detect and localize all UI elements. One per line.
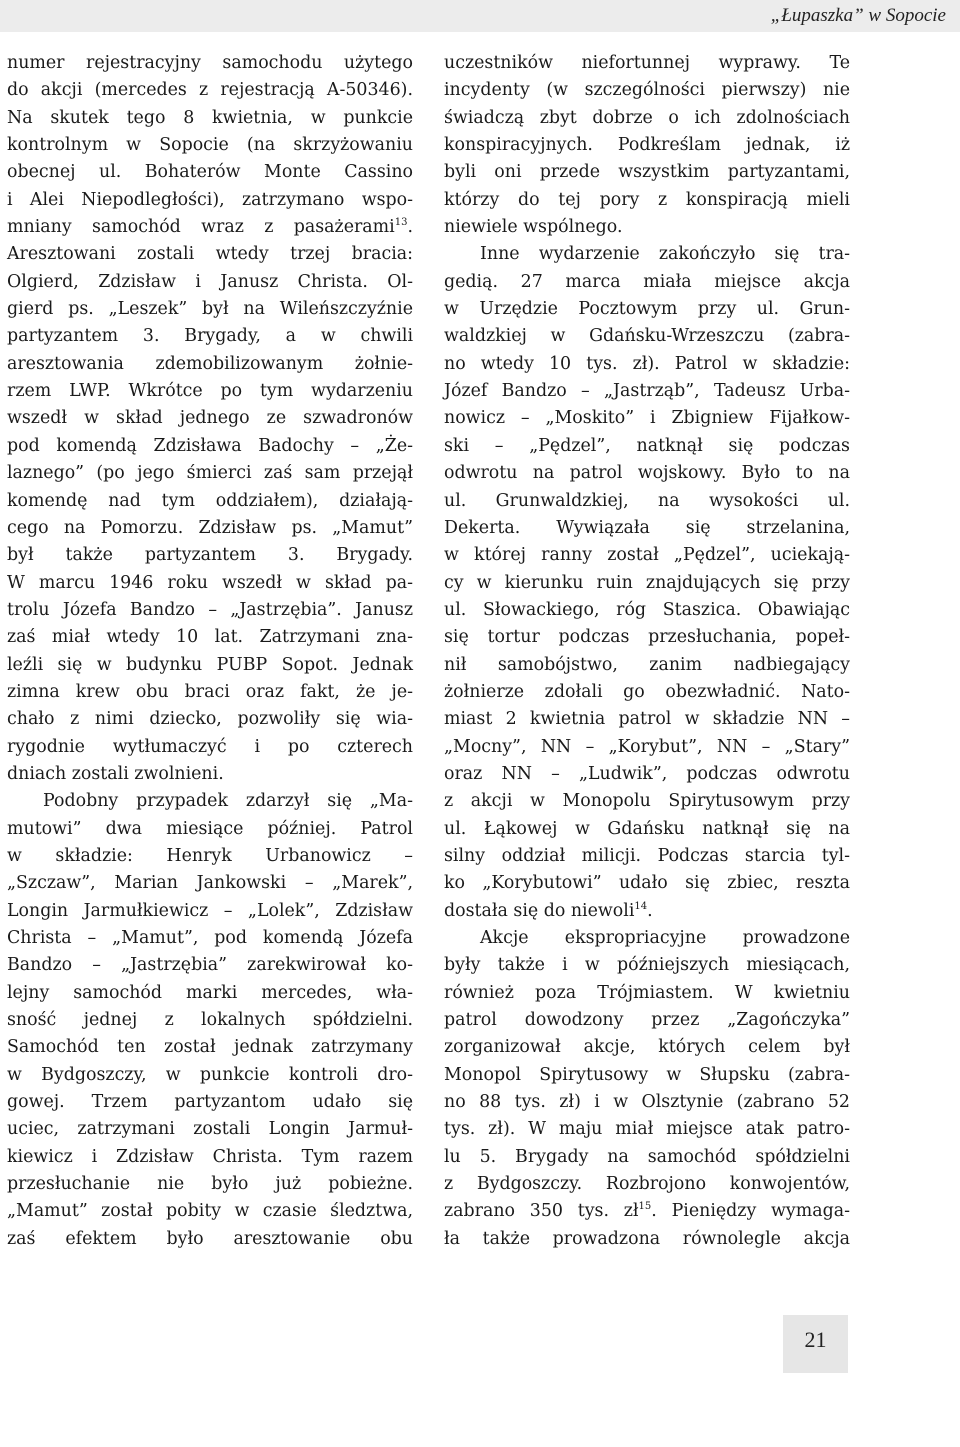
text-line-content: Podobny przypadek zdarzył się „Ma-	[43, 791, 413, 812]
text-line-content: się tortur podczas przesłuchania, popeł-	[444, 627, 850, 648]
text-line-content: gierd ps. „Leszek” był na Wileńszczyźnie	[7, 299, 413, 320]
text-line	[444, 652, 850, 679]
text-line	[444, 1007, 850, 1034]
text-line-content: z akcji w Monopolu Spirytusowym przy	[444, 791, 850, 812]
text-line	[7, 77, 413, 104]
text-line	[7, 1198, 413, 1225]
text-line-content: wszedł w skład jednego ze szwadronów	[7, 408, 413, 429]
text-line	[7, 515, 413, 542]
right-text-column	[444, 50, 850, 1253]
text-line	[7, 405, 413, 432]
text-line	[7, 1226, 413, 1253]
text-line-content: były także i w późniejszych miesiącach,	[444, 955, 850, 976]
text-line-content: Akcje ekspropriacyjne prowadzone	[480, 928, 850, 948]
text-line	[7, 542, 413, 569]
text-line	[7, 378, 413, 405]
text-line-content: byli oni przede wszystkim partyzantami,	[444, 162, 850, 183]
text-line-content: incydenty (w szczególności pierwszy) nie	[444, 80, 850, 101]
text-line	[7, 870, 413, 897]
text-line-content: Józef Bandzo – „Jastrząb”, Tadeusz Urba-	[444, 381, 850, 402]
text-line-content: „Mocny”, NN – „Korybut”, NN – „Stary”	[444, 736, 850, 757]
text-line	[444, 323, 850, 350]
text-line	[7, 214, 413, 241]
text-line	[444, 132, 850, 159]
text-line	[7, 241, 413, 268]
text-line-content: „Szczaw”, Marian Jankowski – „Marek”,	[7, 873, 413, 894]
text-line	[7, 187, 413, 214]
text-line-content: zaś efektem było aresztowanie obu	[7, 1228, 413, 1249]
text-line	[444, 570, 850, 597]
text-line	[444, 159, 850, 186]
text-line	[444, 898, 850, 925]
text-line	[7, 1116, 413, 1143]
footnote-ref: 15	[638, 1201, 652, 1213]
text-line-content: leźli się w budynku PUBP Sopot. Jednak	[7, 654, 413, 675]
text-line-content: tys. zł). W maju miał miejsce atak patro-	[444, 1119, 850, 1140]
text-line-content: Aresztowani zostali wtedy trzej bracia:	[7, 244, 413, 265]
text-line	[444, 679, 850, 706]
text-line	[444, 1144, 850, 1171]
text-line	[7, 269, 413, 296]
text-line	[7, 734, 413, 761]
text-line-content: lu 5. Brygady na samochód spółdzielni	[444, 1146, 850, 1167]
text-line-content: ko „Korybutowi” udało się zbiec, reszta	[444, 873, 850, 894]
text-line	[7, 652, 413, 679]
text-line-content: również poza Trójmiastem. W kwietniu	[444, 982, 850, 1003]
text-line	[444, 925, 850, 952]
text-line-content: był także partyzantem 3. Brygady.	[7, 545, 413, 566]
text-line	[444, 980, 850, 1007]
text-line-content: Na skutek tego 8 kwietnia, w punkcie	[7, 107, 413, 128]
text-line	[7, 706, 413, 733]
text-line	[7, 925, 413, 952]
text-line	[444, 214, 850, 241]
text-line-content: „Mamut” został pobity w czasie śledztwa,	[7, 1201, 413, 1222]
text-line	[7, 296, 413, 323]
text-line-content: nowicz – „Moskito” i Zbigniew Fijałkow-	[444, 408, 850, 429]
text-line	[7, 50, 413, 77]
text-line-content: partyzantem 3. Brygady, a w chwili	[7, 326, 413, 347]
text-line	[444, 378, 850, 405]
text-line-content: uczestników niefortunnej wyprawy. Te	[444, 53, 850, 73]
text-line	[7, 460, 413, 487]
text-line	[444, 433, 850, 460]
text-line	[7, 1171, 413, 1198]
text-line	[444, 1171, 850, 1198]
text-line-content: chało z nimi dziecko, pozwoliły się wia-	[7, 709, 413, 730]
text-line-content: Olgierd, Zdzisław i Janusz Christa. Ol-	[7, 271, 413, 292]
text-line-content: kiewicz i Zdzisław Christa. Tym razem	[7, 1146, 413, 1167]
text-line-content: Inne wydarzenie zakończyło się tra-	[480, 244, 850, 265]
text-line	[444, 624, 850, 651]
text-line	[7, 898, 413, 925]
text-line-content: Samochód ten został jednak zatrzymany	[7, 1037, 413, 1058]
text-line-content: komendę nad tym oddziałem), działają-	[7, 490, 413, 511]
text-line	[444, 1198, 850, 1225]
text-line-content: mutowi” dwa miesiące później. Patrol	[7, 818, 413, 839]
running-title: „Łupaszka” w Sopocie	[770, 5, 946, 26]
text-line-content: Bandzo – „Jastrzębia” zarekwirował ko-	[7, 955, 413, 976]
text-line-content: gedią. 27 marca miała miejsce akcja	[444, 271, 850, 292]
text-line	[444, 597, 850, 624]
text-line-content: sność jednej z lokalnych spółdzielni.	[7, 1010, 413, 1031]
text-line-tail: .	[647, 900, 653, 921]
text-line	[444, 1062, 850, 1089]
text-line	[444, 460, 850, 487]
text-line	[7, 624, 413, 651]
text-line-content: z Bydgoszczy. Rozbrojono konwojentów,	[444, 1174, 850, 1195]
text-line-content: rygodnie wytłumaczyć i po czterech	[7, 736, 413, 757]
text-line-content: cego na Pomorzu. Zdzisław ps. „Mamut”	[7, 517, 413, 538]
text-line-content: pod komendą Zdzisława Badochy – „Że-	[7, 435, 413, 456]
text-line	[444, 870, 850, 897]
text-line-content: ul. Łąkowej w Gdańsku natknął się na	[444, 818, 850, 839]
text-line-tail: . Pieniędzy wymaga-	[651, 1201, 850, 1222]
text-line	[444, 488, 850, 515]
text-line-content: Christa – „Mamut”, pod komendą Józefa	[7, 928, 413, 948]
text-line-content: uciec, zatrzymani zostali Longin Jarmuł-	[7, 1119, 413, 1140]
text-line-content: Monopol Spirytusowy w Słupsku (zabra-	[444, 1064, 850, 1085]
text-line	[7, 597, 413, 624]
text-line-content: w której ranny został „Pędzel”, uciekają-	[444, 545, 850, 566]
text-line	[7, 761, 413, 788]
left-text-column	[7, 50, 413, 1253]
text-line-content: cy w kierunku ruin znajdujących się przy	[444, 572, 850, 593]
text-line-content: zimna krew obu braci oraz fakt, że je-	[7, 681, 413, 702]
footnote-ref: 14	[634, 900, 648, 912]
text-line-content: no wtedy 10 tys. zł). Patrol w składzie:	[444, 353, 850, 374]
text-line	[444, 187, 850, 214]
text-line-content: no 88 tys. zł) i w Olsztynie (zabrano 52	[444, 1092, 850, 1113]
text-line	[444, 1034, 850, 1061]
text-line-content: w Urzędzie Pocztowym przy ul. Grun-	[444, 299, 850, 320]
text-line	[7, 488, 413, 515]
text-line	[7, 843, 413, 870]
text-line	[7, 1144, 413, 1171]
text-line-content: ła także prowadzona równolegle akcja	[444, 1228, 850, 1249]
text-line	[7, 132, 413, 159]
text-line	[7, 1007, 413, 1034]
text-line	[444, 241, 850, 268]
text-line	[444, 351, 850, 378]
text-line-content: waldzkiej w Gdańsku-Wrzeszczu (zabra-	[444, 326, 850, 347]
text-line-content: świadczą zbyt dobrze o ich zdolnościach	[444, 107, 850, 128]
text-line	[7, 952, 413, 979]
text-line-content: nił samobójstwo, zanim nadbiegający	[444, 654, 850, 675]
text-line-content: dniach zostali zwolnieni.	[7, 763, 224, 784]
text-line-content: w składzie: Henryk Urbanowicz –	[7, 845, 413, 866]
text-line-content: numer rejestracyjny samochodu użytego	[7, 53, 413, 73]
text-line	[7, 570, 413, 597]
text-line	[444, 816, 850, 843]
text-line-content: dostała się do niewoli	[444, 900, 635, 921]
text-line-content: w Bydgoszczy, w punkcie kontroli dro-	[7, 1064, 413, 1085]
text-line-content: silny oddział milicji. Podczas starcia tyl-	[444, 845, 850, 866]
text-line	[444, 761, 850, 788]
text-line	[7, 679, 413, 706]
text-line	[7, 788, 413, 815]
text-line	[444, 542, 850, 569]
text-line-content: trolu Józefa Bandzo – „Jastrzębia”. Janusz	[7, 599, 413, 620]
text-line-content: kontrolnym w Sopocie (na skrzyżowaniu	[7, 135, 413, 156]
running-header	[0, 0, 960, 32]
text-line-content: przesłuchanie nie było już pobieżne.	[7, 1174, 413, 1195]
text-line-tail: .	[407, 217, 413, 238]
text-line	[7, 351, 413, 378]
text-line	[444, 1089, 850, 1116]
text-line	[444, 734, 850, 761]
text-line-content: aresztowania zdemobilizowanym żołnie-	[7, 353, 413, 374]
text-line-content: oraz NN – „Ludwik”, podczas odwrotu	[444, 763, 850, 784]
text-line	[7, 1089, 413, 1116]
text-line	[7, 433, 413, 460]
text-line-content: zabrano 350 tys. zł	[444, 1201, 639, 1222]
text-line-content: zaś miał wtedy 10 lat. Zatrzymani zna-	[7, 627, 413, 648]
text-line-content: Longin Jarmułkiewicz – „Lolek”, Zdzisław	[7, 900, 413, 921]
page-number: 21	[804, 1327, 827, 1352]
text-line-content: ul. Słowackiego, róg Staszica. Obawiając	[444, 599, 850, 620]
text-line-content: do akcji (mercedes z rejestracją A-50346).	[7, 80, 413, 101]
text-line-content: lejny samochód marki mercedes, wła-	[7, 982, 413, 1003]
text-line-content: konspiracyjnych. Podkreślam jednak, iż	[444, 135, 850, 156]
text-line	[444, 50, 850, 77]
text-line-content: i Alei Niepodległości), zatrzymano wspo-	[7, 189, 413, 210]
text-line	[444, 269, 850, 296]
text-line	[444, 706, 850, 733]
text-line-content: miast 2 kwietnia patrol w składzie NN –	[444, 709, 850, 730]
text-line	[444, 1116, 850, 1143]
text-line	[7, 1034, 413, 1061]
text-line-content: ul. Grunwaldzkiej, na wysokości ul.	[444, 490, 850, 511]
text-line-content: W marcu 1946 roku wszedł w skład pa-	[7, 572, 413, 593]
text-line	[444, 952, 850, 979]
footnote-ref: 13	[394, 217, 408, 229]
text-line-content: zorganizował akcje, których celem był	[444, 1037, 850, 1058]
text-line	[444, 1226, 850, 1253]
text-line	[7, 159, 413, 186]
text-line	[444, 405, 850, 432]
text-line-content: żołnierze zdołali go obezwładnić. Nato-	[444, 681, 850, 702]
text-line-content: Dekerta. Wywiązała się strzelanina,	[444, 517, 850, 538]
text-line-content: laznego” (po jego śmierci zaś sam przejął	[7, 463, 413, 484]
text-line-content: niewiele wspólnego.	[444, 217, 623, 238]
text-line-content: którzy do tej pory z konspiracją mieli	[444, 189, 850, 210]
text-line-content: gowej. Trzem partyzantom udało się	[7, 1092, 413, 1113]
text-line	[444, 843, 850, 870]
text-line	[7, 1062, 413, 1089]
text-line-content: obecnej ul. Bohaterów Monte Cassino	[7, 162, 413, 183]
text-line	[444, 788, 850, 815]
text-line	[7, 980, 413, 1007]
text-line-content: ski – „Pędzel”, natknął się podczas	[444, 435, 850, 456]
text-line-content: odwrotu na patrol wojskowy. Było to na	[444, 463, 850, 484]
text-line	[444, 77, 850, 104]
page-number-box	[783, 1315, 848, 1373]
text-line	[444, 105, 850, 132]
text-line	[7, 816, 413, 843]
text-line	[7, 105, 413, 132]
text-line	[444, 515, 850, 542]
text-line-content: rzem LWP. Wkrótce po tym wydarzeniu	[7, 381, 413, 402]
text-line	[444, 296, 850, 323]
text-line-content: mniany samochód wraz z pasażerami	[7, 217, 395, 238]
text-line-content: patrol dowodzony przez „Zagończyka”	[444, 1010, 850, 1031]
text-line	[7, 323, 413, 350]
